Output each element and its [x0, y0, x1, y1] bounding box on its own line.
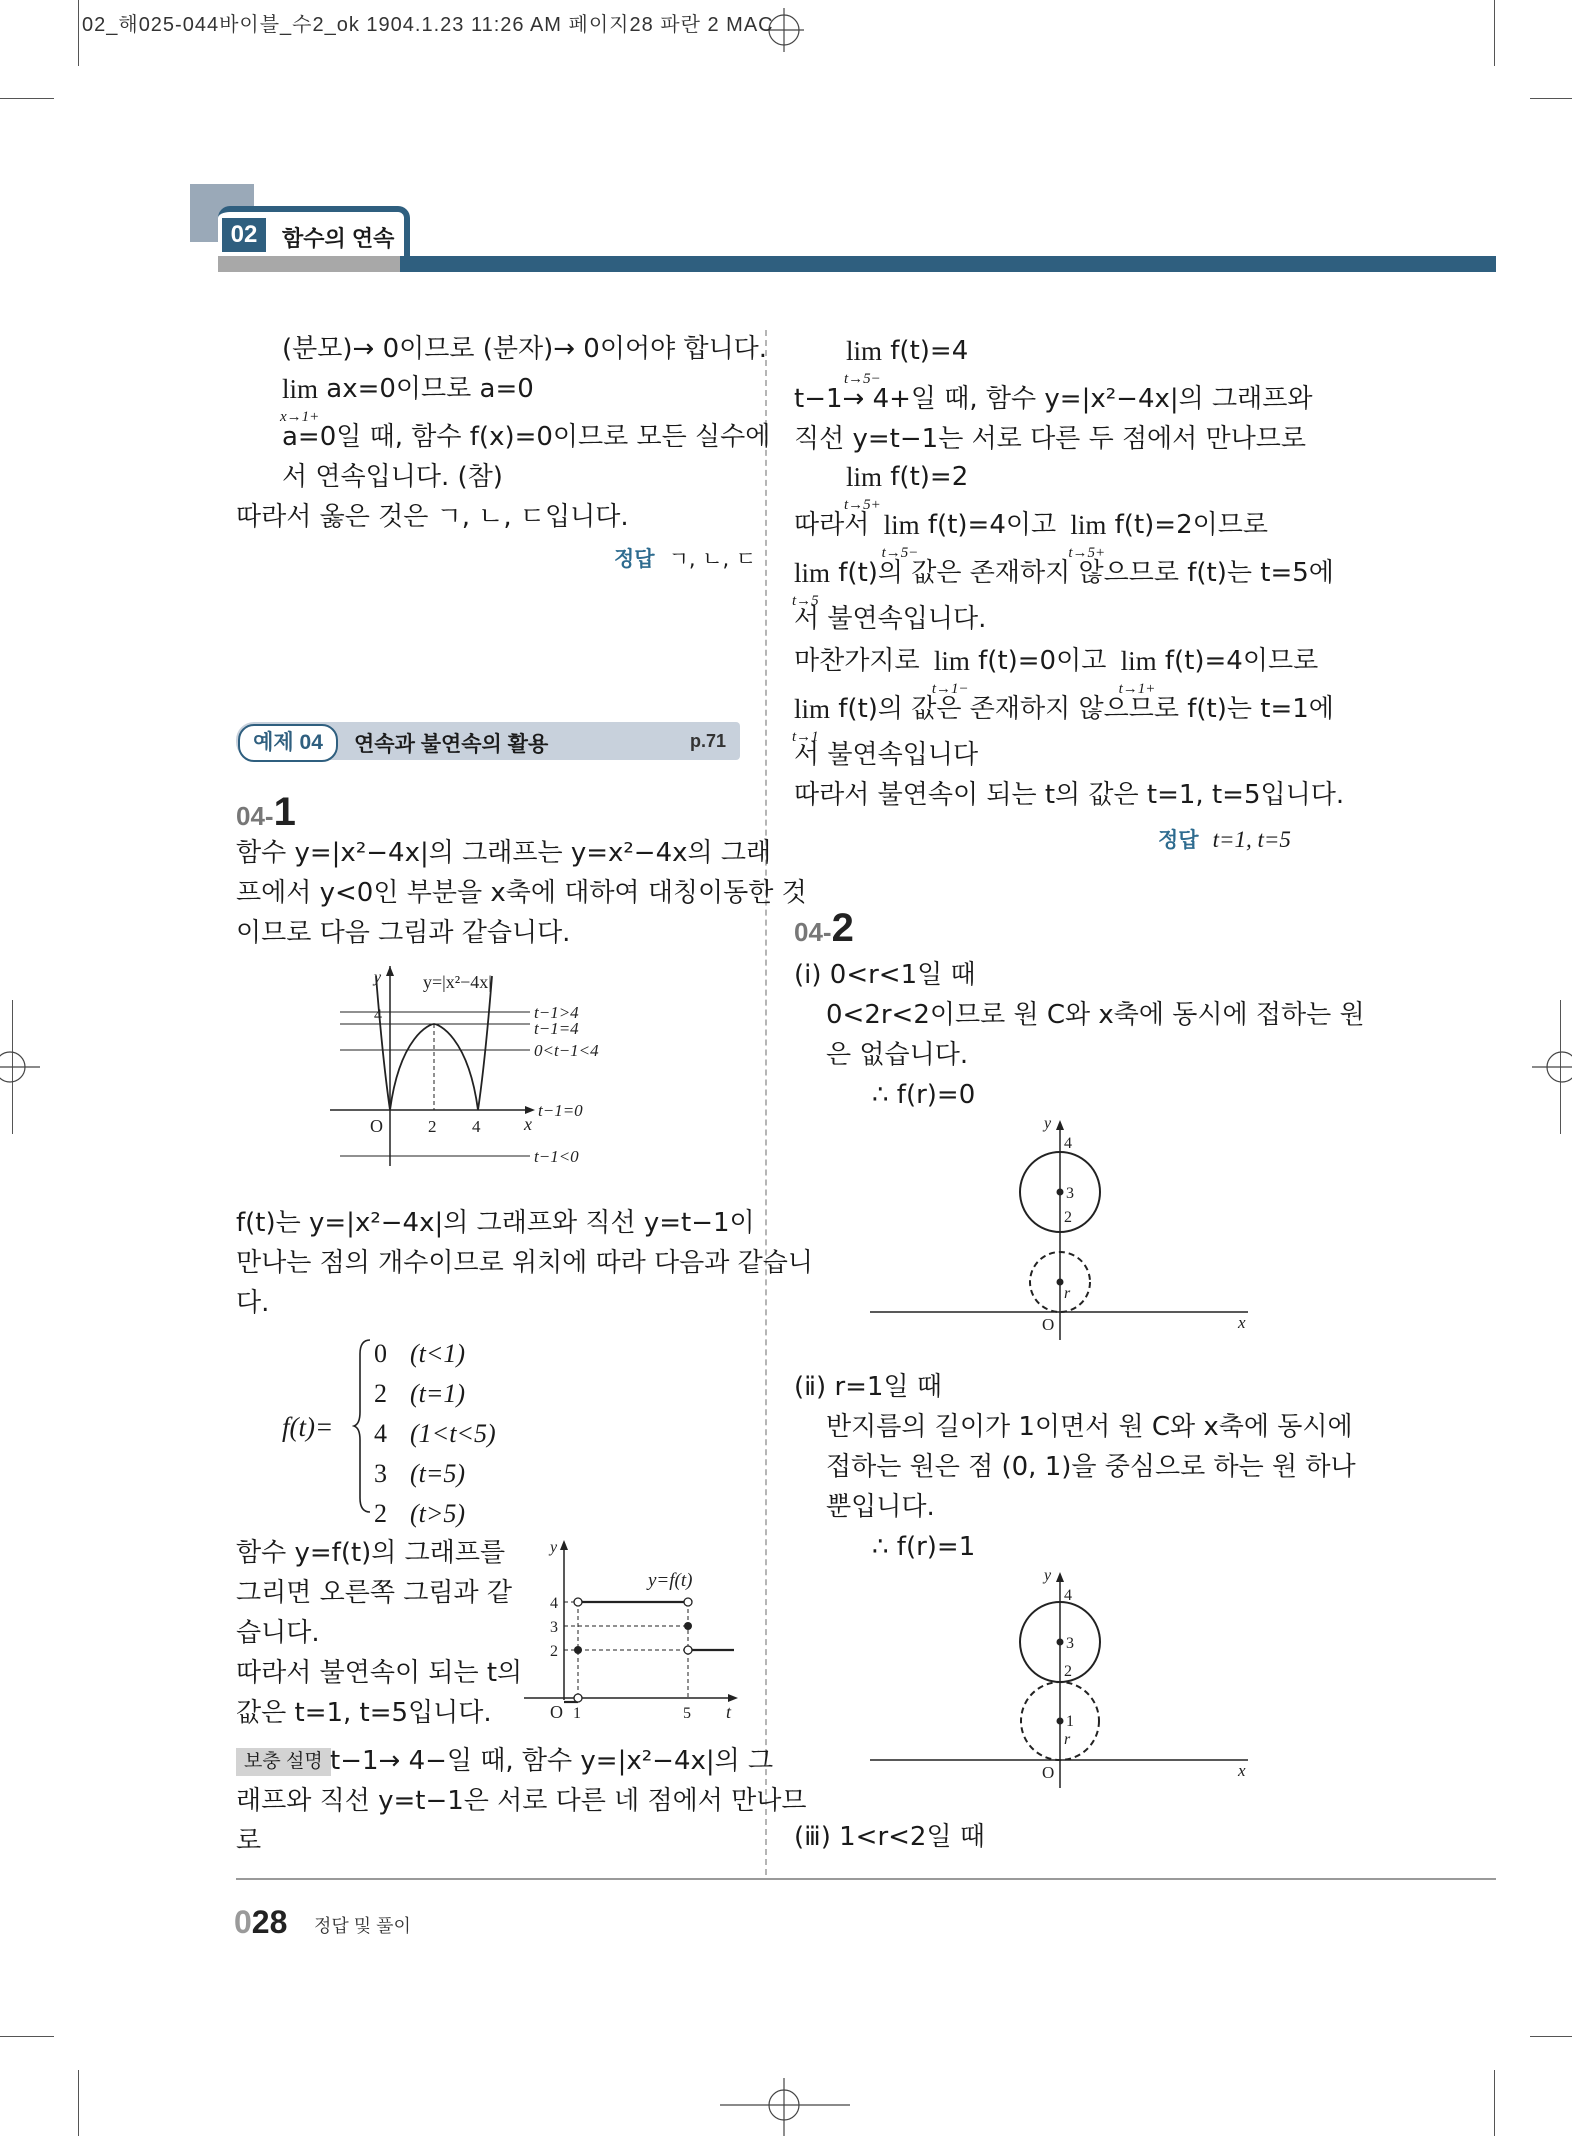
tick-label: 1 — [573, 1705, 581, 1722]
line-label: t−1=0 — [538, 1101, 583, 1120]
text-line: 따라서 옳은 것은 ㄱ, ㄴ, ㄷ입니다. — [236, 502, 629, 532]
origin-label: O — [1042, 1315, 1055, 1334]
limit-line: 따라서 lim t→5− f(t)=4이고 lim t→5+ f(t)=2이므로 — [794, 510, 1268, 561]
chapter-number: 02 — [222, 218, 266, 252]
page-number: 028 — [234, 1904, 288, 1940]
text-line: t−1→ 4−일 때, 함수 y=|x²−4x|의 그 — [330, 1746, 774, 1776]
text-line: 로 — [236, 1826, 262, 1856]
answer-2: 정답 t=1, t=5 — [1158, 827, 1291, 852]
case-heading: (ⅰ) 0<r<1일 때 — [794, 960, 976, 990]
text-line: 함수 y=f(t)의 그래프를 — [236, 1538, 506, 1568]
answer-1: 정답 ㄱ, ㄴ, ㄷ — [614, 547, 757, 571]
tick-label: 2 — [428, 1117, 437, 1136]
chapter-title: 함수의 연속 — [282, 226, 395, 251]
text-line: 다. — [236, 1288, 270, 1318]
text-line: 래프와 직선 y=t−1은 서로 다른 네 점에서 만나므 — [236, 1786, 807, 1816]
graph-title: y=f(t) — [648, 1570, 693, 1591]
circle-graph-2 — [864, 1568, 1264, 1792]
example-badge: 예제 04 — [238, 724, 338, 762]
problem-label-1: 04-1 — [236, 790, 296, 834]
point-label: 3 — [1066, 1635, 1074, 1652]
text-line: 서 불연속입니다 — [794, 740, 979, 770]
piecewise-lhs: f(t)= — [282, 1412, 334, 1442]
point-label: 4 — [1064, 1587, 1072, 1604]
line-label: t−1>4 — [534, 1003, 579, 1022]
point-label: 3 — [1066, 1185, 1074, 1202]
text-line: 서 불연속입니다. — [794, 604, 987, 634]
text-line: 습니다. — [236, 1618, 320, 1648]
column-divider — [765, 330, 767, 1875]
tick-label: 4 — [374, 1007, 382, 1024]
axis-label-x: t — [726, 1702, 732, 1722]
axis-label-y: y — [1044, 1568, 1052, 1584]
text-line: 이므로 다음 그림과 같습니다. — [236, 918, 571, 948]
text-line: 접하는 원은 점 (0, 1)을 중심으로 하는 원 하나 — [826, 1452, 1356, 1482]
limit-line: 마찬가지로 lim t→1− f(t)=0이고 lim t→1+ f(t)=4이므로 — [794, 646, 1319, 697]
print-header: 02_해025-044바이블_수2_ok 1904.1.23 11:26 AM 페이지28 파란 2 MAC — [82, 14, 774, 36]
tick-label: 4 — [550, 1595, 558, 1612]
text-line: 함수 y=|x²−4x|의 그래프는 y=x²−4x의 그래 — [236, 838, 772, 868]
axis-label-y: y — [1044, 1116, 1052, 1132]
tick-label: 4 — [472, 1117, 481, 1136]
line-label: t−1<0 — [534, 1147, 579, 1166]
axis-label-y: y — [550, 1539, 558, 1556]
text-line: 따라서 불연속이 되는 t의 값은 t=1, t=5입니다. — [794, 780, 1345, 810]
line-label: 0<t−1<4 — [534, 1041, 599, 1060]
axis-label-x: x — [1238, 1761, 1246, 1780]
text-line: 따라서 불연속이 되는 t의 — [236, 1658, 523, 1688]
point-label: 2 — [1064, 1209, 1072, 1226]
point-label: 1 — [1066, 1713, 1074, 1730]
footer-text: 정답 및 풀이 — [314, 1916, 411, 1936]
result-line: ∴ f(r)=1 — [872, 1532, 976, 1562]
text-line: 은 없습니다. — [826, 1040, 969, 1070]
text-line: 값은 t=1, t=5입니다. — [236, 1698, 492, 1728]
tick-label: 2 — [550, 1643, 558, 1660]
text-line: t−1→ 4+일 때, 함수 y=|x²−4x|의 그래프와 — [794, 384, 1313, 414]
axis-label-x: x — [524, 1114, 532, 1134]
case-heading: (ⅱ) r=1일 때 — [794, 1372, 942, 1402]
lim-subscript: x→1+ — [280, 409, 320, 425]
footer-rule — [236, 1878, 1496, 1880]
point-label: 4 — [1064, 1135, 1072, 1152]
text-line: a=0일 때, 함수 f(x)=0이므로 모든 실수에 — [282, 422, 771, 452]
text-line: (분모)→ 0이므로 (분자)→ 0이어야 합니다. — [282, 334, 768, 364]
limit-line: lim t→5− f(t)=4 — [844, 336, 969, 387]
left-brace — [352, 1336, 374, 1516]
problem-label-2: 04-2 — [794, 906, 854, 950]
axis-label-y: y — [374, 969, 382, 986]
text-line: f(t)는 y=|x²−4x|의 그래프와 직선 y=t−1이 — [236, 1208, 755, 1238]
example-page: p.71 — [690, 731, 727, 751]
case-heading: (ⅲ) 1<r<2일 때 — [794, 1822, 985, 1852]
text-line: 직선 y=t−1는 서로 다른 두 점에서 만나므로 — [794, 424, 1307, 454]
tick-label: 3 — [550, 1619, 558, 1636]
text-line: 0<2r<2이므로 원 C와 x축에 동시에 접하는 원 — [826, 1000, 1365, 1030]
origin-label: O — [1042, 1763, 1055, 1782]
chapter-rule — [400, 256, 1496, 272]
text-line: 프에서 y<0인 부분을 x축에 대하여 대칭이동한 것 — [236, 878, 807, 908]
supplement-badge: 보충 설명 — [236, 1748, 331, 1776]
axis-label-x: x — [1238, 1313, 1246, 1332]
text-line: 그리면 오른쪽 그림과 같 — [236, 1578, 512, 1608]
curve-label: y=|x²−4x| — [423, 972, 492, 992]
origin-label: O — [550, 1702, 563, 1722]
limit-line: lim t→5 f(t)의 값은 존재하지 않으므로 f(t)는 t=5에 — [792, 558, 1334, 609]
example-title: 연속과 불연속의 활용 — [354, 733, 549, 756]
text-line: 뿐입니다. — [826, 1492, 935, 1522]
circle-graph-1 — [864, 1116, 1264, 1340]
text-line: 만나는 점의 개수이므로 위치에 따라 다음과 같습니 — [236, 1248, 814, 1278]
radius-label: r — [1064, 1731, 1071, 1748]
origin-label: O — [370, 1116, 383, 1136]
point-label: 2 — [1064, 1663, 1072, 1680]
text-line: 서 연속입니다. (참) — [282, 462, 503, 492]
line-label: t−1=4 — [534, 1019, 579, 1038]
text-line: 반지름의 길이가 1이면서 원 C와 x축에 동시에 — [826, 1412, 1353, 1442]
tick-label: 5 — [683, 1705, 691, 1722]
radius-label: r — [1064, 1285, 1071, 1302]
graph-step-function — [520, 1536, 750, 1726]
limit-line: lim x→1+ ax=0이므로 a=0 — [282, 372, 534, 406]
piecewise-cases: 0 (t<1) 2 (t=1) 4 (1<t<5) 3 (t=5) 2 (t>5) — [374, 1339, 496, 1528]
result-line: ∴ f(r)=0 — [872, 1080, 976, 1110]
limit-line: lim t→1 f(t)의 값은 존재하지 않으므로 f(t)는 t=1에 — [792, 694, 1334, 745]
chapter-underbar — [218, 256, 402, 272]
graph-abs-parabola — [330, 966, 660, 1176]
limit-line: lim t→5+ f(t)=2 — [844, 462, 969, 513]
